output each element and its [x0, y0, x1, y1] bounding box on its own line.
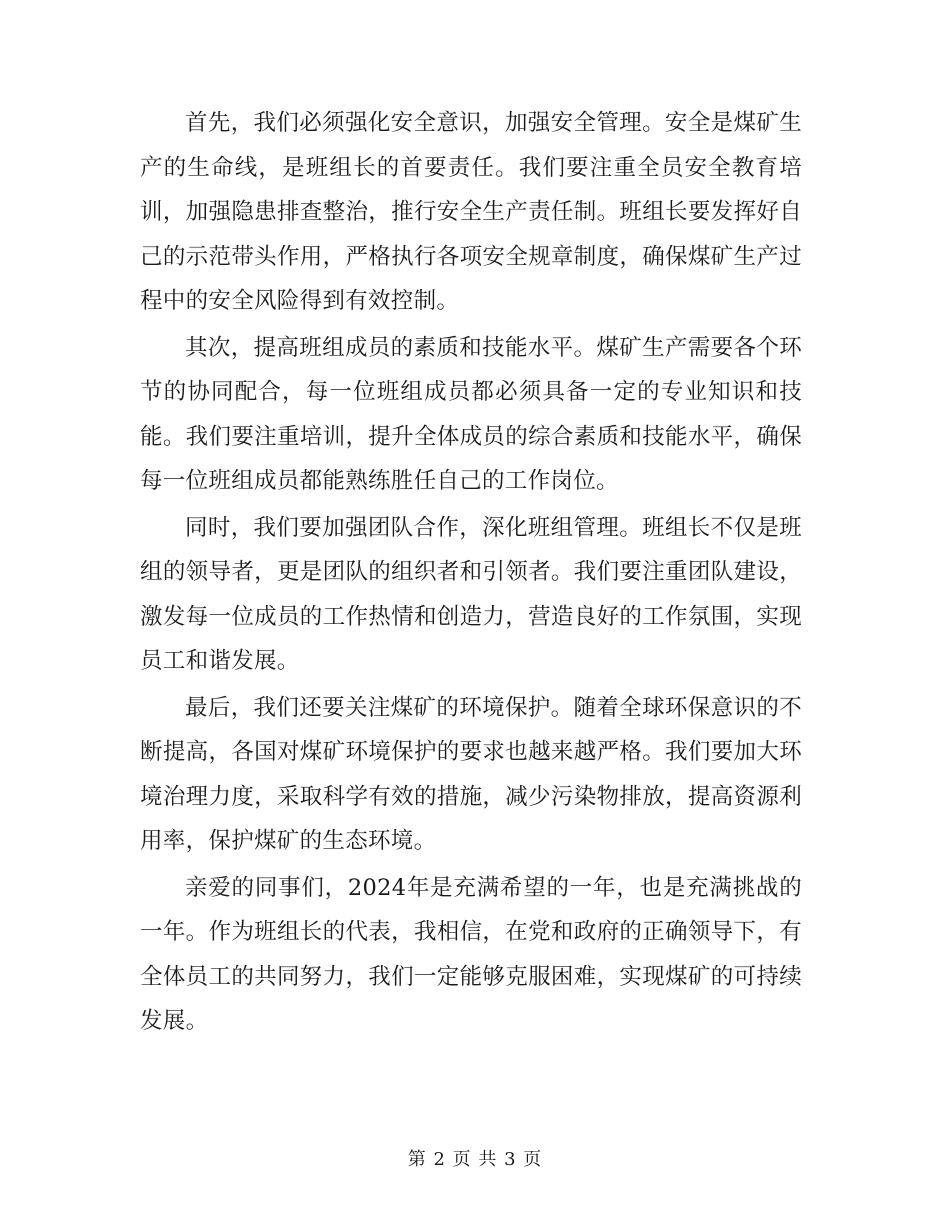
paragraph-skills: 其次，提高班组成员的素质和技能水平。煤矿生产需要各个环节的协同配合，每一位班组成员都必须具备一定的专业知识和技能。我们要注重培训，提升全体成员的综合素质和技能水平，确保每一位班组成员都能熟练胜任自己的工作岗位。 [140, 334, 802, 494]
paragraph-safety: 首先，我们必须强化安全意识，加强安全管理。安全是煤矿生产的生命线，是班组长的首要责任。我们要注重全员安全教育培训，加强隐患排查整治，推行安全生产责任制。班组长要发挥好自己的示范带头作用，严格执行各项安全规章制度，确保煤矿生产过程中的安全风险得到有效控制。 [140, 110, 802, 314]
paragraph-teamwork: 同时，我们要加强团队合作，深化班组管理。班组长不仅是班组的领导者，更是团队的组织者和引领者。我们要注重团队建设，激发每一位成员的工作热情和创造力，营造良好的工作氛围，实现员工和谐发展。 [140, 514, 802, 674]
document-body [140, 101, 802, 1046]
paragraph-environment: 最后，我们还要关注煤矿的环境保护。随着全球环保意识的不断提高，各国对煤矿环境保护的要求也越来越严格。我们要加大环境治理力度，采取科学有效的措施，减少污染物排放，提高资源利用率，保护煤矿的生态环境。 [140, 694, 802, 854]
page-number-footer: 第 2 页 共 3 页 [407, 1149, 543, 1170]
paragraph-closing: 亲爱的同事们，2024年是充满希望的一年，也是充满挑战的一年。作为班组长的代表，我相信，在党和政府的正确领导下，有全体员工的共同努力，我们一定能够克服困难，实现煤矿的可持续发展。 [140, 874, 802, 1034]
